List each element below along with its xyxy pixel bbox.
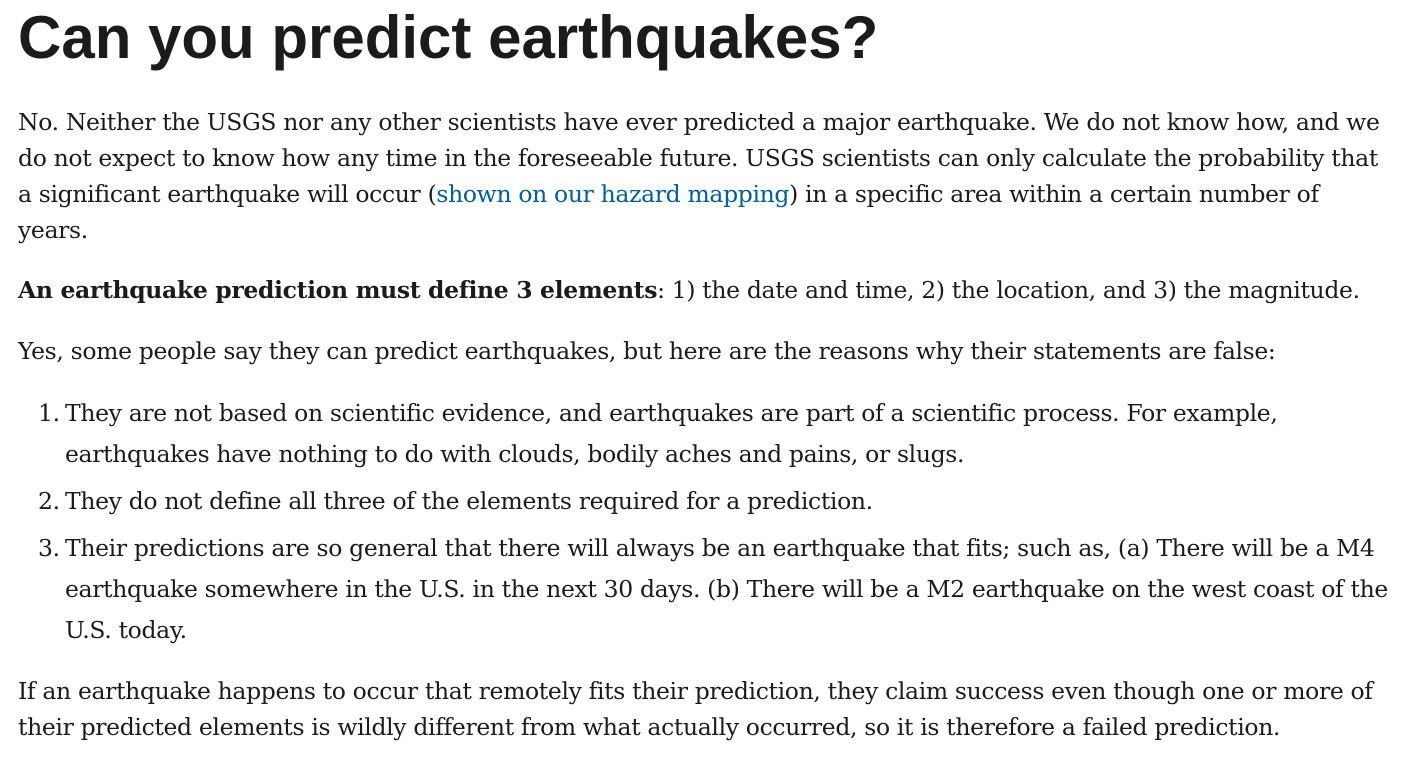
article	[18, 0, 1393, 741]
list-item-number: 1.	[38, 399, 60, 427]
list-item	[18, 393, 1393, 475]
reasons-intro-paragraph: Yes, some people say they can predict earthquakes, but here are the reasons why their statements are false:	[18, 337, 1276, 365]
definition-rest-text: : 1) the date and time, 2) the location, and 3) the magnitude.	[657, 276, 1360, 304]
hazard-mapping-link[interactable]: shown on our hazard mapping	[436, 180, 790, 208]
list-item-text: They are not based on scientific evidence, and earthquakes are part of a scientific process. For example, earthquakes have nothing to do with clouds, bodily aches and pains, or slugs.	[65, 399, 1278, 468]
definition-paragraph	[18, 272, 1393, 308]
conclusion-paragraph: If an earthquake happens to occur that remotely fits their prediction, they claim success even though one or more of their predicted elements is wildly different from what actually occurred, so it is therefore a failed prediction.	[18, 677, 1373, 741]
list-item	[18, 481, 1393, 522]
intro-text-before-link: No. Neither the USGS nor any other scientists have ever predicted a major earthquake. We do not know how, and we do not expect to know how any time in the foreseeable future. USGS scientists can only calculate the probability that a significant earthquake will occur (	[18, 108, 1380, 208]
list-item-number: 2.	[38, 487, 60, 515]
page-title: Can you predict earthquakes?	[18, 4, 879, 71]
list-item-text: Their predictions are so general that there will always be an earthquake that fits; such as, (a) There will be a M4 earthquake somewhere in the U.S. in the next 30 days. (b) There will be a M2 earthquake on the west coast of the U.S. today.	[65, 534, 1388, 644]
definition-bold-text: An earthquake prediction must define 3 elements	[18, 276, 658, 304]
list-item	[18, 528, 1393, 651]
list-item-text: They do not define all three of the elements required for a prediction.	[65, 487, 873, 515]
intro-text-after-link: ) in a specific area within a certain number of years.	[18, 180, 1319, 244]
reasons-list	[18, 393, 1393, 657]
intro-paragraph	[18, 104, 1393, 248]
list-item-number: 3.	[38, 534, 60, 562]
